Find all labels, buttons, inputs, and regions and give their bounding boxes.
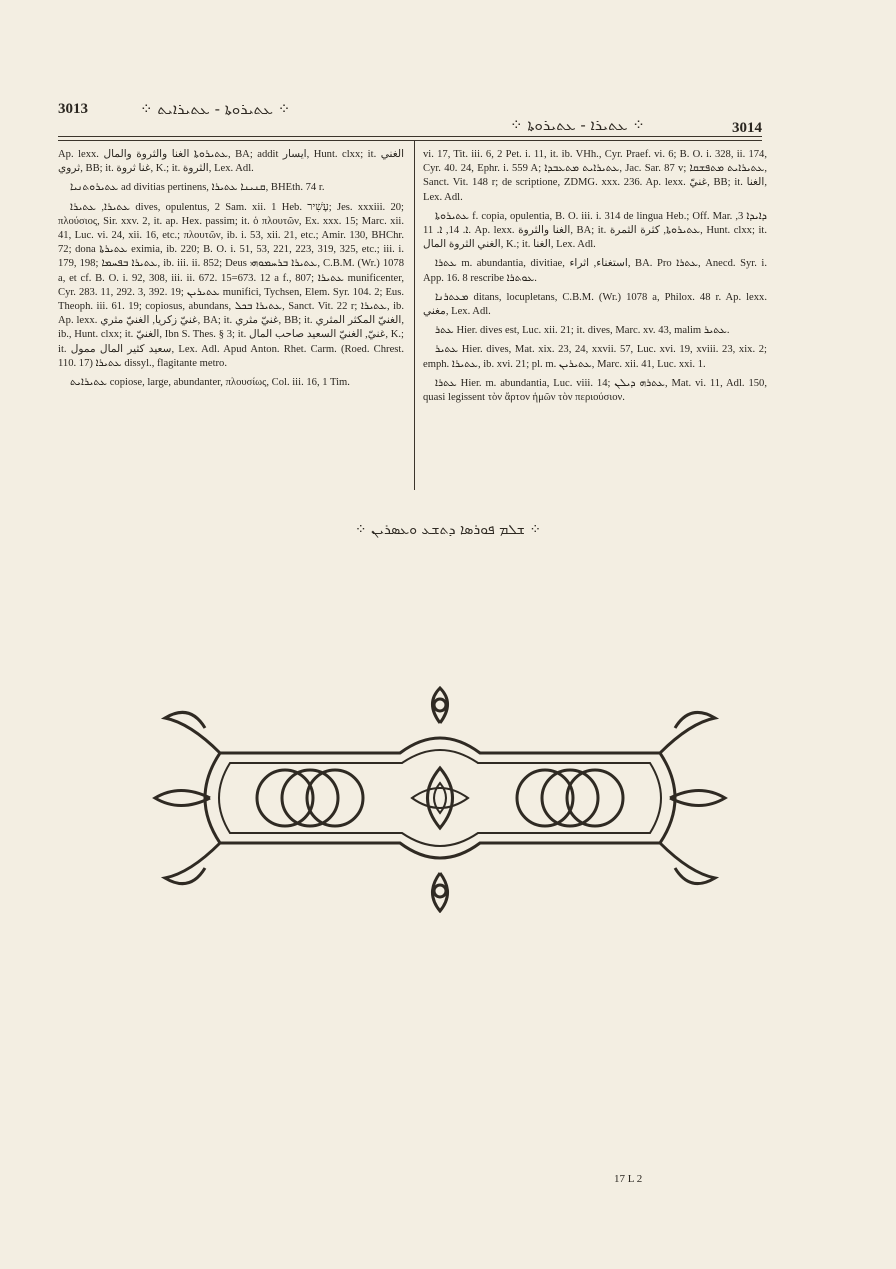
entry-paragraph: ܥܬܝܪܘܬܐ f. copia, opulentia, B. O. iii. i. 314 de lingua Heb.; Off. Mar. ܕܐܝܕܐ 3, ܐ. 14, ܐ. 11. Ap. lexx. الغنا والثروة, BA; it. ܥܬܝܪܘܬܐ, كثرة الثمرة, Hunt. clxx; it. الغني الثروة المال, K.; it. الغنا, Lex. Adl. bbox=[423, 210, 767, 251]
entry-paragraph: ܥܬܝܪܘܬܢܝܐ ad divitias pertinens, ܩܢܝܢܐ ܥܬܝܪܐ, BHEth. 74 r. bbox=[70, 182, 325, 194]
entry-paragraph: ܥܬܪܐ Hier. m. abundantia, Luc. viii. 14; ܥܬܪܗ ܕܝܠܢ, Mat. vi. 11, Adl. 150, quasi legissent τὸν ἄρτον ἡμῶν τὸν περιούσιον. bbox=[423, 377, 767, 404]
knotwork-ornament-icon bbox=[150, 683, 730, 913]
column-divider bbox=[414, 140, 415, 490]
left-page-number: 3013 bbox=[58, 101, 88, 117]
entry-paragraph: ܥܬܪ Hier. dives est, Luc. xii. 21; it. dives, Marc. xv. 43, malim ܥܬܝܪ. bbox=[435, 325, 730, 337]
header-rule bbox=[58, 136, 762, 137]
entry-paragraph: vi. 17, Tit. iii. 6, 2 Pet. i. 11, it. ib. VHh., Cyr. Praef. vi. 6; B. O. i. 328, ii. 174, Cyr. 40. 24, Ephr. i. 559 A; ܥܬܝܪܐܝܬ ܡܬܥܒܕܐ, Jac. Sar. 87 v; ܥܬܝܪܐܝܬ ܡܬܦܫܩܐ, Sanct. Vit. 148 r; de scriptione, ZDMG. xxx. 236. Ap. lexx. غنيّ, BB; it. الغنا, Lex. Adl. bbox=[423, 149, 767, 203]
entry-paragraph: Ap. lexx. ܥܬܝܪܘܬܐ الغنا والثروة والمال, BA; addit ايسار, Hunt. clxx; it. الغني ثروي, BB; it. غنا ثروة, K.; it. الثروة, Lex. Adl. bbox=[58, 149, 405, 175]
entry-paragraph: ܥܬܝܪܐ, ܥܬܝܪܐ dives, opulentus, 2 Sam. xii. 1 Heb. עָשִׁיר; Jes. xxxiii. 20; πλούσιος, Sir. xxv. 2, it. ap. Hex. passim; it. ὁ πλουτῶν, Ex. xxx. 15; Marc. xii. 41, Luc. vi. 24, xii. 16, etc.; πλουτῶν, ib. i. 53, xii. 21, etc.; Amir. 130, BHChr. 72; dona ܥܬܝܪܬܐ eximia, ib. 220; B. O. i. 51, 53, 221, 223, 319, 325, etc.; iii. i. 179, 198; ܥܬܝܪܐ ܒܦܚܡܐ, ib. iii. ii. 852; Deus ܥܬܝܪܐ ܒܪܚܡܘܗܝ, C.B.M. (Wr.) 1078 a, et cf. B. O. i. 92, 308, iii. ii. 672. 15=673. 12 a f., 807; ܥܬܝܪܐ munificenter, Cyr. 283. 11, 292. 3, 392. 19; ܥܬܝܪܝܢ munifici, Tychsen, Elem. Syr. 104. 2; Eus. Theoph. iii. 61. 19; copiosus, abundans, ܥܬܝܪܐ ܒܟܠ, Sanct. Vit. 22 r; ܥܬܝܪܐ, ib. Ap. lexx. غنيّ زكريا, الغنيّ مثري, BA; it. غنيّ مثري, BB; it. الغنيّ المكثر المثري, ib., Hunt. clxx; it. الغنيّ, Ibn S. Thes. § 3; it. غنيّ, الغنيّ السعيد صاحب المال, K.; it. سعيد كثير المال ممول, Lex. Adl. Apud Anton. Rhet. Carm. (Roed. Chrest. 110. 17) ܥܬܝܪܐ dissyl., flagitante metro. bbox=[58, 201, 405, 369]
printer-signature: 17 L 2 bbox=[614, 1173, 643, 1185]
entry-paragraph: ܥܬܝܪ Hier. dives, Mat. xix. 23, 24, xxvii. 57, Luc. xvi. 19, xviii. 23, xix. 2; emph. ܥܬܝܪܐ, ib. xvi. 21; pl. m. ܥܬܝܪܝܢ, Marc. xii. 41, Luc. xxi. 1. bbox=[423, 344, 767, 370]
right-running-head: ⁘ ܥܬܝܪܐ - ܥܬܝܪܘܬܐ ⁘ bbox=[510, 116, 645, 134]
right-page-number: 3014 bbox=[732, 120, 762, 136]
header-rule-thin bbox=[58, 140, 762, 141]
left-running-head: ⁘ ܥܬܝܪܘܬܐ - ܥܬܝܪܐܝܬ ⁘ bbox=[140, 100, 291, 118]
left-column bbox=[58, 148, 404, 395]
colophon: ⁘ ܫܠܡ ܦܘܪܣܐ ܕܬܫܥ ܘܥܣܪܝܢ ⁘ bbox=[354, 522, 542, 538]
entry-paragraph: ܥܬܝܪܐܝܬ copiose, large, abundanter, πλουσίως, Col. iii. 16, 1 Tim. bbox=[70, 377, 350, 389]
right-column bbox=[423, 148, 767, 410]
entry-paragraph: ܥܬܪܐ m. abundantia, divitiae, استغناء, اثراء, BA. Pro ܥܬܪܐ, Anecd. Syr. i. App. 16. 8 rescribe ܥܘܬܪܐ. bbox=[423, 258, 767, 284]
entry-paragraph: ܡܥܬܪܢܐ ditans, locupletans, C.B.M. (Wr.) 1078 a, Philox. 48 r. Ap. lexx. مغني, Lex. Adl. bbox=[423, 291, 767, 318]
